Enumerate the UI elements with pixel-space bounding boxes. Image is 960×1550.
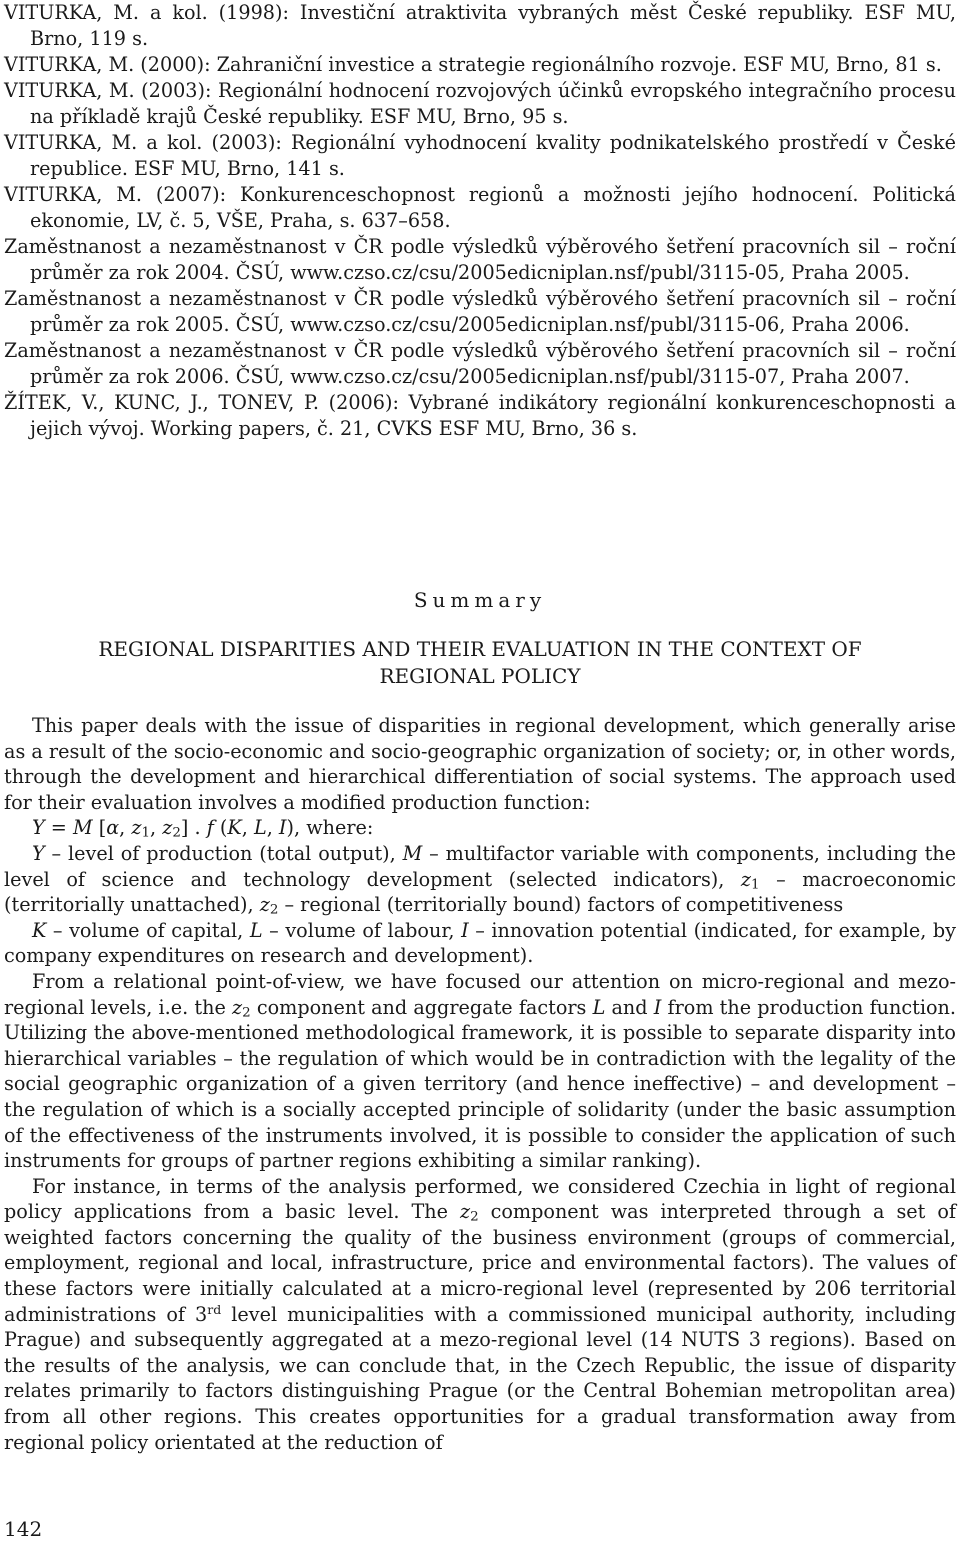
formula-symbol: M (72, 816, 93, 840)
formula-symbol: f (206, 816, 214, 840)
reference-list (4, 0, 956, 442)
definition-k: K – volume of capital, L – volume of labour, I – innovation potential (indicated, for example, by company expenditures on research and development). (4, 918, 957, 968)
paper-title-line-1: REGIONAL DISPARITIES AND THEIR EVALUATION IN THE CONTEXT OF (98, 637, 862, 661)
definition-y: Y – level of production (total output), M – multifactor variable with components, including the level of science and technology development (selected indicators), $z_1$ – macroeconomic (territorially unattached), $z_2$ – regional (territorially bound) factors of competitiveness (4, 841, 956, 918)
reference-item: ŽÍTEK, V., KUNC, J., TONEV, P. (2006): Vybrané indikátory regionální konkurenceschopnosti a jejich vývoj. Working papers, č. 21, CVKS ESF MU, Brno, 36 s. (4, 391, 956, 440)
page-number: 142 (4, 1517, 43, 1541)
formula-symbol: I (278, 816, 287, 840)
formula-symbol: K (227, 816, 242, 840)
summary-heading: Summary (413, 588, 547, 612)
summary-paragraph-1: This paper deals with the issue of disparities in regional development, which generally arise as a result of the socio-economic and socio-geographic organization of society; or, in other words, through the development and hierarchical differentiation of social systems. The approach used for their evaluation involves a modified production function: (4, 714, 957, 814)
reference-item: VITURKA, M. a kol. (1998): Investiční atraktivita vybraných měst České republiky. ESF MU, Brno, 119 s. (4, 1, 956, 50)
reference-item: VITURKA, M. (2007): Konkurenceschopnost regionů a možnosti jejího hodnocení. Politická ekonomie, LV, č. 5, VŠE, Praha, s. 637–658. (4, 183, 956, 232)
reference-item: Zaměstnanost a nezaměstnanost v ČR podle výsledků výběrového šetření pracovních sil – roční průměr za rok 2004. ČSÚ, www.czso.cz/csu/2005edicniplan.nsf/publ/3115-05, Praha 2005. (4, 235, 956, 284)
summary-paragraph-2: From a relational point-of-view, we have focused our attention on micro-regional and mezo-regional levels, i.e. the $z_2$ component and aggregate factors L and I from the production function. Utilizing the above-mentioned methodological framework, it is possible to separate disparity into hierarchical variables – the regulation of which would be in contradiction with the legality of the social geographic organization of a given territory (and hence ineffective) – and development – the regulation of which is a socially accepted principle of solidarity (under the basic assumption of the effectiveness of the instruments involved, it is possible to consider the application of such instruments for groups of partner regions exhibiting a similar ranking). (4, 969, 956, 1173)
paper-title (40, 636, 920, 690)
reference-item: Zaměstnanost a nezaměstnanost v ČR podle výsledků výběrového šetření pracovních sil – roční průměr za rok 2006. ČSÚ, www.czso.cz/csu/2005edicniplan.nsf/publ/3115-07, Praha 2007. (4, 339, 956, 388)
formula-symbol: z (162, 816, 173, 840)
formula-symbol: α (106, 816, 120, 840)
reference-item: VITURKA, M. (2000): Zahraniční investice a strategie regionálního rozvoje. ESF MU, Brno, 81 s. (4, 53, 942, 76)
reference-item: VITURKA, M. a kol. (2003): Regionální vyhodnocení kvality podnikatelského prostředí v České republice. ESF MU, Brno, 141 s. (4, 131, 956, 180)
summary-body (4, 713, 956, 1455)
paper-title-line-2: REGIONAL POLICY (379, 664, 581, 688)
summary-paragraph-3: For instance, in terms of the analysis performed, we considered Czechia in light of regional policy applications from a basic level. The $z_2$ component was interpreted through a set of weighted factors concerning the quality of the business environment (groups of commercial, employment, regional and local, infrastructure, price and environmental factors). The values of these factors were initially calculated at a micro-regional level (represented by 206 territorial administrations of 3rd level municipalities with a commissioned municipal authority, including Prague) and subsequently aggregated at a mezo-regional level (14 NUTS 3 regions). Based on the results of the analysis, we can conclude that, in the Czech Republic, the issue of disparity relates primarily to factors distinguishing Prague (or the Central Bohemian metropolitan area) from all other regions. This creates opportunities for a gradual transformation away from regional policy orientated at the reduction of (4, 1174, 956, 1454)
formula-symbol: Y (32, 816, 45, 840)
formula-symbol: z (131, 816, 142, 840)
formula-symbol: L (253, 816, 267, 840)
production-function-formula: Y = M [α, $z_1$, $z_2$] . f (K, L, I), where: (32, 816, 374, 842)
reference-item: VITURKA, M. (2003): Regionální hodnocení rozvojových účinků evropského integračního procesu na příkladě krajů České republiky. ESF MU, Brno, 95 s. (4, 79, 956, 128)
reference-item: Zaměstnanost a nezaměstnanost v ČR podle výsledků výběrového šetření pracovních sil – roční průměr za rok 2005. ČSÚ, www.czso.cz/csu/2005edicniplan.nsf/publ/3115-06, Praha 2006. (4, 287, 956, 336)
